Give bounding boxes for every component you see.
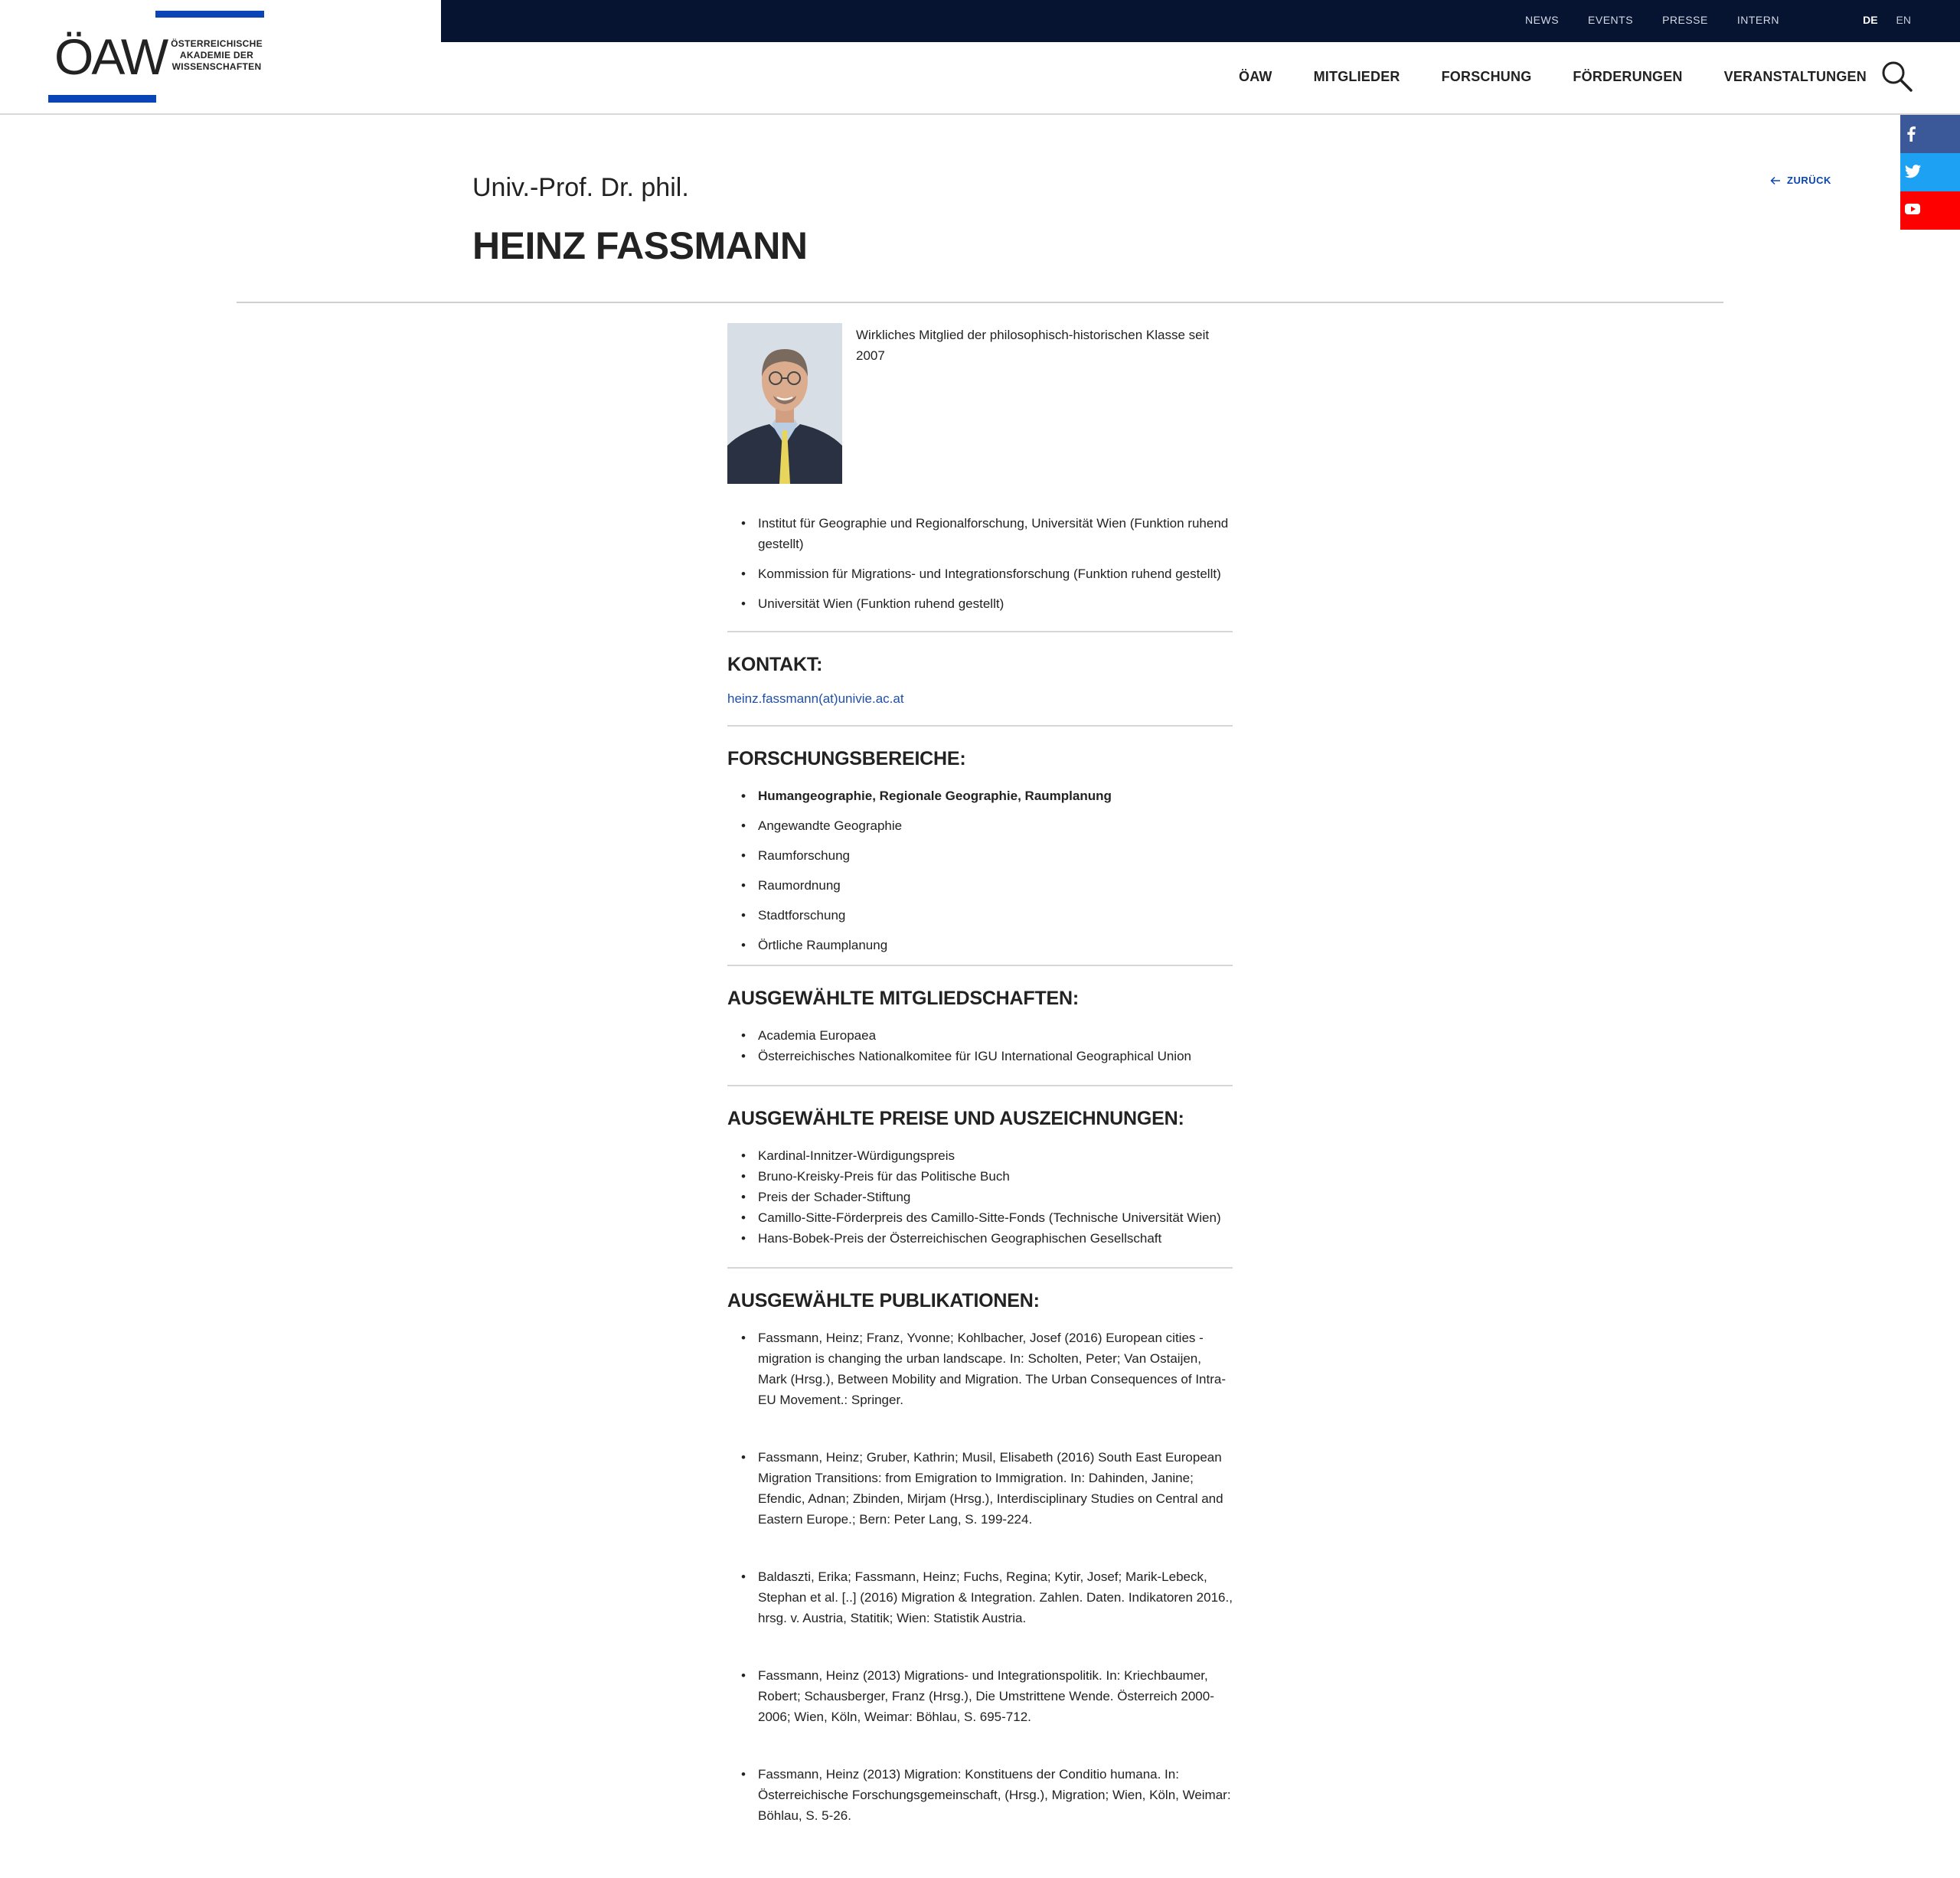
profile-intro <box>727 323 1233 484</box>
publication-item: • Fassmann, Heinz (2013) Migrations- und Integrationspolitik. In: Kriechbaumer, Robert; Schausberger, Franz (Hrsg.), Die Umstrittene Wende. Österreich 2000-2006; Wien, Köln, Weimar: Böhlau, S. 695-712. <box>727 1665 1233 1727</box>
logo-org-name: ÖSTERREICHISCHE AKADEMIE DER WISSENSCHAFTEN <box>171 38 263 72</box>
research-item: • Örtliche Raumplanung <box>727 935 1233 955</box>
nav-mitglieder[interactable]: MITGLIEDER <box>1313 69 1400 84</box>
nav-veranstaltungen[interactable]: VERANSTALTUNGEN <box>1723 69 1867 84</box>
logo-mark: ÖAW <box>54 28 167 85</box>
utility-link-news[interactable]: NEWS <box>1525 14 1560 26</box>
research-item: • Humangeographie, Regionale Geographie, Raumplanung <box>727 785 1233 806</box>
affiliation-item: • Kommission für Migrations- und Integrationsforschung (Funktion ruhend gestellt) <box>727 563 1233 584</box>
profile-content <box>727 323 1233 1863</box>
membership-status: Wirkliches Mitglied der philosophisch-historischen Klasse seit 2007 <box>856 328 1210 363</box>
utility-link-events[interactable]: EVENTS <box>1588 14 1634 26</box>
language-switcher <box>1844 14 1911 26</box>
section-divider <box>727 725 1233 727</box>
affiliation-item: • Institut für Geographie und Regionalforschung, Universität Wien (Funktion ruhend gestellt) <box>727 513 1233 554</box>
publications-section <box>727 1290 1233 1826</box>
nav-oeaw[interactable]: ÖAW <box>1239 69 1272 84</box>
language-de[interactable]: DE <box>1863 14 1878 26</box>
research-item: • Angewandte Geographie <box>727 815 1233 836</box>
publications-list <box>727 1328 1233 1826</box>
publication-item: • Fassmann, Heinz; Gruber, Kathrin; Musil, Elisabeth (2016) South East European Migration Transitions: from Emigration to Immigration. In: Dahinden, Janine; Efendic, Adnan; Zbinden, Mirjam (Hrsg.), Interdisciplinary Studies on Central and Eastern Europe.; Bern: Peter Lang, S. 199-224. <box>727 1447 1233 1530</box>
awards-heading: AUSGEWÄHLTE PREISE UND AUSZEICHNUNGEN: <box>727 1108 1184 1129</box>
award-item: • Kardinal-Innitzer-Würdigungspreis <box>727 1145 1233 1166</box>
publication-item: • Fassmann, Heinz (2013) Migration: Konstituens der Conditio humana. In: Österreichische Forschungsgemeinschaft, (Hrsg.), Migration; Wien, Köln, Weimar: Böhlau, S. 5-26. <box>727 1764 1233 1826</box>
publications-heading: AUSGEWÄHLTE PUBLIKATIONEN: <box>727 1290 1040 1311</box>
contact-section <box>727 654 1233 707</box>
publication-item: • Fassmann, Heinz; Franz, Yvonne; Kohlbacher, Josef (2016) European cities - migration is changing the urban landscape. In: Scholten, Peter; Van Ostaijen, Mark (Hrsg.), Between Mobility and Migration. The Urban Consequences of Intra-EU Movement.: Springer. <box>727 1328 1233 1410</box>
award-item: • Preis der Schader-Stiftung <box>727 1187 1233 1207</box>
awards-section <box>727 1108 1233 1249</box>
top-utility-bar <box>441 0 1960 42</box>
memberships-heading: AUSGEWÄHLTE MITGLIEDSCHAFTEN: <box>727 988 1079 1009</box>
award-item: • Bruno-Kreisky-Preis für das Politische Buch <box>727 1166 1233 1187</box>
logo-bar-top <box>155 11 264 18</box>
academic-title: Univ.-Prof. Dr. phil. <box>472 173 689 202</box>
language-en[interactable]: EN <box>1896 14 1911 26</box>
utility-link-presse[interactable]: PRESSE <box>1662 14 1708 26</box>
page-title: HEINZ FASSMANN <box>472 224 808 267</box>
contact-heading: KONTAKT: <box>727 654 823 675</box>
section-divider <box>727 1267 1233 1269</box>
affiliation-item: • Universität Wien (Funktion ruhend gestellt) <box>727 593 1233 614</box>
section-divider <box>727 631 1233 632</box>
back-link[interactable] <box>1770 175 1831 186</box>
research-section <box>727 748 1233 955</box>
title-divider <box>237 302 1723 303</box>
research-list <box>727 785 1233 955</box>
search-icon[interactable] <box>1880 60 1914 93</box>
nav-foerderungen[interactable]: FÖRDERUNGEN <box>1573 69 1683 84</box>
social-sidebar <box>1900 115 1960 230</box>
research-item: • Raumforschung <box>727 845 1233 866</box>
youtube-icon[interactable] <box>1900 191 1960 230</box>
section-divider <box>727 965 1233 966</box>
nav-forschung[interactable]: FORSCHUNG <box>1441 69 1532 84</box>
publication-item: • Baldaszti, Erika; Fassmann, Heinz; Fuchs, Regina; Kytir, Josef; Marik-Lebeck, Stephan et al. [..] (2016) Migration & Integration. Zahlen. Daten. Indikatoren 2016., hrsg. v. Austria, Statitik; Wien: Statistik Austria. <box>727 1566 1233 1628</box>
logo-bar-bottom <box>48 95 156 103</box>
award-item: • Hans-Bobek-Preis der Österreichischen Geographischen Gesellschaft <box>727 1228 1233 1249</box>
research-item: • Raumordnung <box>727 875 1233 896</box>
portrait-photo <box>727 323 842 484</box>
twitter-icon[interactable] <box>1900 153 1960 191</box>
awards-list <box>727 1145 1233 1249</box>
main-navigation <box>1239 69 1908 85</box>
memberships-list <box>727 1025 1233 1066</box>
section-divider <box>727 1085 1233 1086</box>
membership-item: • Academia Europaea <box>727 1025 1233 1046</box>
research-item: • Stadtforschung <box>727 905 1233 926</box>
utility-link-intern[interactable]: INTERN <box>1736 14 1779 26</box>
facebook-icon[interactable] <box>1900 115 1960 153</box>
arrow-left-icon <box>1770 176 1781 185</box>
oeaw-logo[interactable] <box>48 11 264 103</box>
award-item: • Camillo-Sitte-Förderpreis des Camillo-Sitte-Fonds (Technische Universität Wien) <box>727 1207 1233 1228</box>
header-divider <box>0 113 1960 115</box>
email-link[interactable]: heinz.fassmann(at)univie.ac.at <box>727 691 904 706</box>
affiliation-list <box>727 513 1233 614</box>
research-heading: FORSCHUNGSBEREICHE: <box>727 748 966 769</box>
membership-item: • Österreichisches Nationalkomitee für IGU International Geographical Union <box>727 1046 1233 1066</box>
back-label: ZURÜCK <box>1787 175 1831 186</box>
utility-links <box>1496 14 1779 26</box>
memberships-section <box>727 988 1233 1066</box>
